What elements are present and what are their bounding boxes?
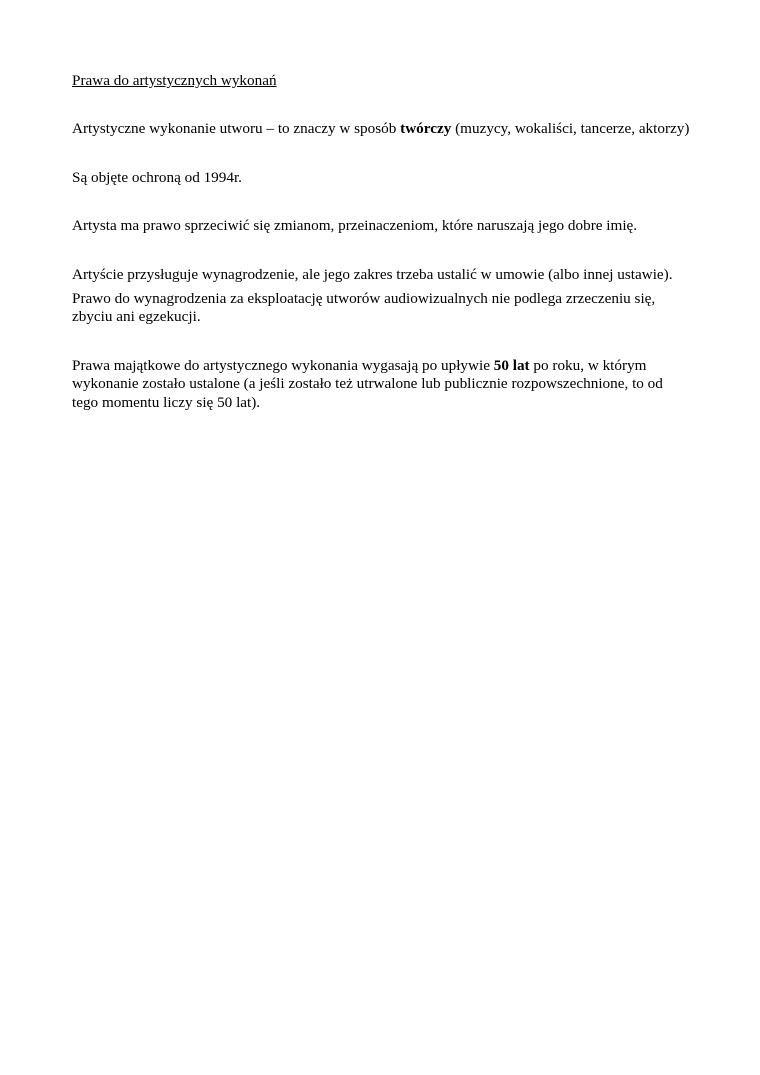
paragraph-artistic-performance <box>72 120 692 138</box>
paragraph-text: Prawa majątkowe do artystycznego wykonania wygasają po upływie <box>72 356 494 374</box>
document-body <box>72 72 692 412</box>
paragraph-audiovisual-remuneration: Prawo do wynagrodzenia za eksploatację utworów audiowizualnych nie podlega zrzeczeniu się, zbyciu ani egzekucji. <box>72 290 656 326</box>
bold-term-50-years: 50 lat <box>493 356 530 374</box>
paragraph-text: po roku, w którym wykonanie zostało ustalone (a jeśli zostało też utrwalone lub publicznie rozpowszechnione, to od tego momentu liczy się 50 lat). <box>72 356 663 411</box>
document-title: Prawa do artystycznych wykonań <box>72 72 277 89</box>
bold-term-creative: twórczy <box>400 120 452 138</box>
paragraph-remuneration: Artyście przysługuje wynagrodzenie, ale jego zakres trzeba ustalić w umowie (albo innej ustawie). <box>72 265 673 283</box>
paragraph-text: Artystyczne wykonanie utworu – to znaczy w sposób <box>72 120 401 138</box>
paragraph-property-rights-expiry <box>72 357 692 412</box>
paragraph-text: (muzycy, wokaliści, tancerze, aktorzy) <box>451 120 690 138</box>
paragraph-protection-since: Są objęte ochroną od 1994r. <box>72 168 242 186</box>
paragraph-right-to-object: Artysta ma prawo sprzeciwić się zmianom, przeinaczeniom, które naruszają jego dobre imię. <box>72 217 638 235</box>
